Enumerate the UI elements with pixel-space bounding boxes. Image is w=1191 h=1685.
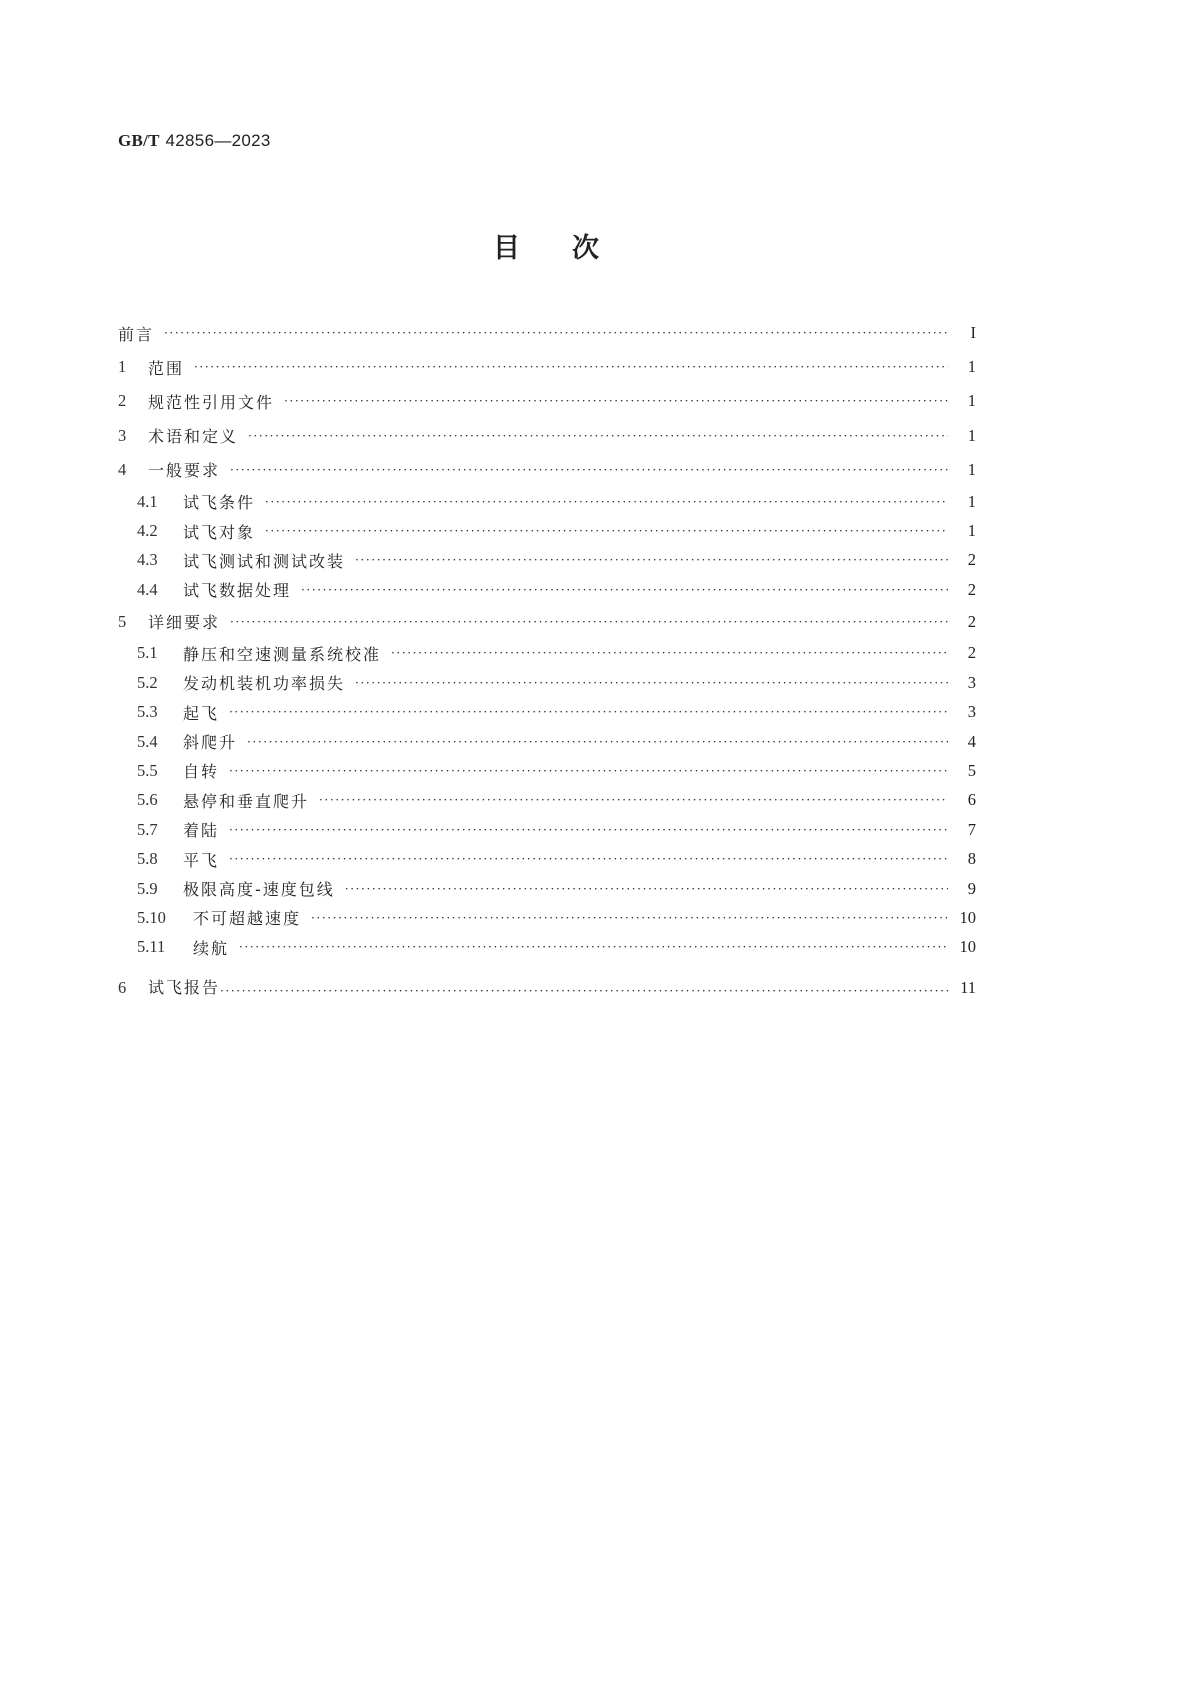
toc-entry-page: 1	[967, 491, 976, 511]
dot-leader	[355, 676, 948, 690]
toc-entry[interactable]	[118, 546, 976, 575]
toc-entry[interactable]	[118, 453, 976, 487]
toc-entry[interactable]	[118, 962, 976, 1002]
toc-entry-label: 发动机装机功率损失	[183, 674, 346, 694]
toc-entry[interactable]	[118, 727, 976, 756]
dot-leader	[265, 524, 948, 538]
toc-entry-label: 起飞	[183, 703, 220, 723]
toc-entry-page: 10	[959, 937, 976, 957]
dot-leader	[301, 583, 948, 597]
toc-entry[interactable]	[118, 575, 976, 604]
toc-entry-label: 一般要求	[148, 461, 221, 481]
dot-leader	[311, 911, 948, 925]
toc-entry-number: 5.1	[137, 643, 158, 663]
toc-entry[interactable]	[118, 756, 976, 785]
toc-entry-label: 不可超越速度	[193, 909, 302, 929]
table-of-contents	[118, 316, 976, 1002]
toc-entry-page: I	[970, 323, 976, 343]
toc-entry-number: 5.3	[137, 702, 158, 722]
toc-entry[interactable]	[118, 874, 976, 903]
toc-entry-label: 试飞数据处理	[183, 581, 292, 601]
toc-entry-label: 规范性引用文件	[148, 392, 275, 412]
standard-code: 42856—2023	[165, 131, 271, 150]
toc-entry-label: 范围	[148, 358, 185, 378]
toc-entry-label: 斜爬升	[183, 733, 238, 753]
toc-entry-page: 2	[967, 643, 976, 663]
toc-entry[interactable]	[118, 697, 976, 726]
toc-entry-number: 3	[118, 425, 127, 445]
toc-entry-number: 5.9	[137, 878, 158, 898]
toc-entry-number: 4.4	[137, 579, 158, 599]
dot-leader	[229, 823, 948, 837]
toc-entry-page: 1	[967, 521, 976, 541]
toc-entry-number: 5	[118, 611, 127, 631]
toc-entry-page: 11	[960, 977, 976, 997]
dot-leader	[164, 326, 948, 340]
toc-entry[interactable]	[118, 487, 976, 516]
toc-entry-page: 1	[967, 459, 976, 479]
toc-entry-page: 4	[967, 731, 976, 751]
toc-entry-page: 2	[967, 579, 976, 599]
toc-entry-page: 7	[967, 819, 976, 839]
toc-entry-page: 10	[959, 907, 976, 927]
dot-leader	[230, 615, 948, 629]
toc-entry-label: 平飞	[183, 850, 220, 870]
toc-entry-page: 1	[967, 425, 976, 445]
toc-entry-label: 试飞对象	[183, 522, 256, 542]
toc-entry[interactable]	[118, 844, 976, 873]
toc-entry-label: 试飞报告	[148, 977, 221, 997]
toc-entry-page: 9	[967, 878, 976, 898]
dot-leader	[319, 793, 948, 807]
toc-entry-label: 着陆	[183, 821, 220, 841]
toc-entry-number: 5.2	[137, 672, 158, 692]
toc-entry-label: 自转	[183, 762, 220, 782]
toc-entry-number: 5.6	[137, 790, 158, 810]
dot-leader	[229, 764, 948, 778]
standard-prefix: GB/T	[118, 131, 160, 150]
toc-entry-number: 6	[118, 977, 127, 997]
toc-entry-label: 悬停和垂直爬升	[183, 791, 310, 811]
toc-entry-number: 5.8	[137, 849, 158, 869]
toc-entry[interactable]	[118, 903, 976, 932]
toc-entry[interactable]	[118, 316, 976, 350]
toc-entry[interactable]	[118, 668, 976, 697]
dot-leader	[345, 882, 948, 896]
toc-entry-number: 5.11	[137, 937, 166, 957]
dot-leader	[229, 705, 948, 719]
toc-entry[interactable]	[118, 605, 976, 639]
toc-entry-number: 4	[118, 459, 127, 479]
toc-entry-number: 4.3	[137, 550, 158, 570]
toc-entry-label: 极限高度-速度包线	[183, 880, 335, 899]
toc-entry[interactable]	[118, 815, 976, 844]
toc-entry[interactable]	[118, 419, 976, 453]
dot-leader	[194, 360, 948, 374]
dot-leader	[248, 429, 948, 443]
dot-leader	[355, 553, 948, 567]
toc-entry-page: 3	[967, 672, 976, 692]
toc-entry-label: 术语和定义	[148, 427, 239, 447]
dot-leader	[247, 735, 948, 749]
page-title: 目次	[493, 233, 651, 264]
toc-entry-number: 5.7	[137, 819, 158, 839]
dot-leader	[284, 394, 948, 408]
toc-entry-page: 8	[967, 849, 976, 869]
dot-leader	[220, 984, 948, 998]
toc-entry-number: 2	[118, 391, 127, 411]
toc-entry-page: 3	[967, 702, 976, 722]
toc-entry-page: 5	[967, 760, 976, 780]
dot-leader	[239, 940, 948, 954]
toc-entry[interactable]	[118, 384, 976, 418]
toc-entry-number: 1	[118, 357, 127, 377]
toc-entry-label: 试飞条件	[183, 493, 256, 513]
toc-entry-label: 详细要求	[148, 613, 221, 633]
toc-entry-page: 1	[967, 357, 976, 377]
toc-entry-label: 静压和空速测量系统校准	[183, 644, 382, 664]
toc-entry[interactable]	[118, 786, 976, 815]
toc-entry[interactable]	[118, 516, 976, 545]
toc-entry-label: 前言	[118, 324, 155, 344]
toc-entry-page: 2	[967, 550, 976, 570]
toc-entry-number: 5.4	[137, 731, 158, 751]
toc-entry[interactable]	[118, 933, 976, 962]
toc-entry-number: 5.10	[137, 907, 166, 927]
toc-entry-number: 5.5	[137, 760, 158, 780]
toc-entry-number: 4.2	[137, 521, 158, 541]
toc-entry-page: 1	[967, 391, 976, 411]
standard-number	[118, 131, 271, 151]
toc-entry-page: 2	[967, 611, 976, 631]
dot-leader	[265, 495, 948, 509]
dot-leader	[229, 852, 948, 866]
toc-entry-label: 续航	[193, 938, 230, 958]
toc-entry[interactable]	[118, 350, 976, 384]
dot-leader	[230, 463, 948, 477]
toc-entry[interactable]	[118, 639, 976, 668]
toc-entry-page: 6	[967, 790, 976, 810]
toc-entry-label: 试飞测试和测试改装	[183, 551, 346, 571]
dot-leader	[391, 646, 948, 660]
toc-entry-number: 4.1	[137, 491, 158, 511]
